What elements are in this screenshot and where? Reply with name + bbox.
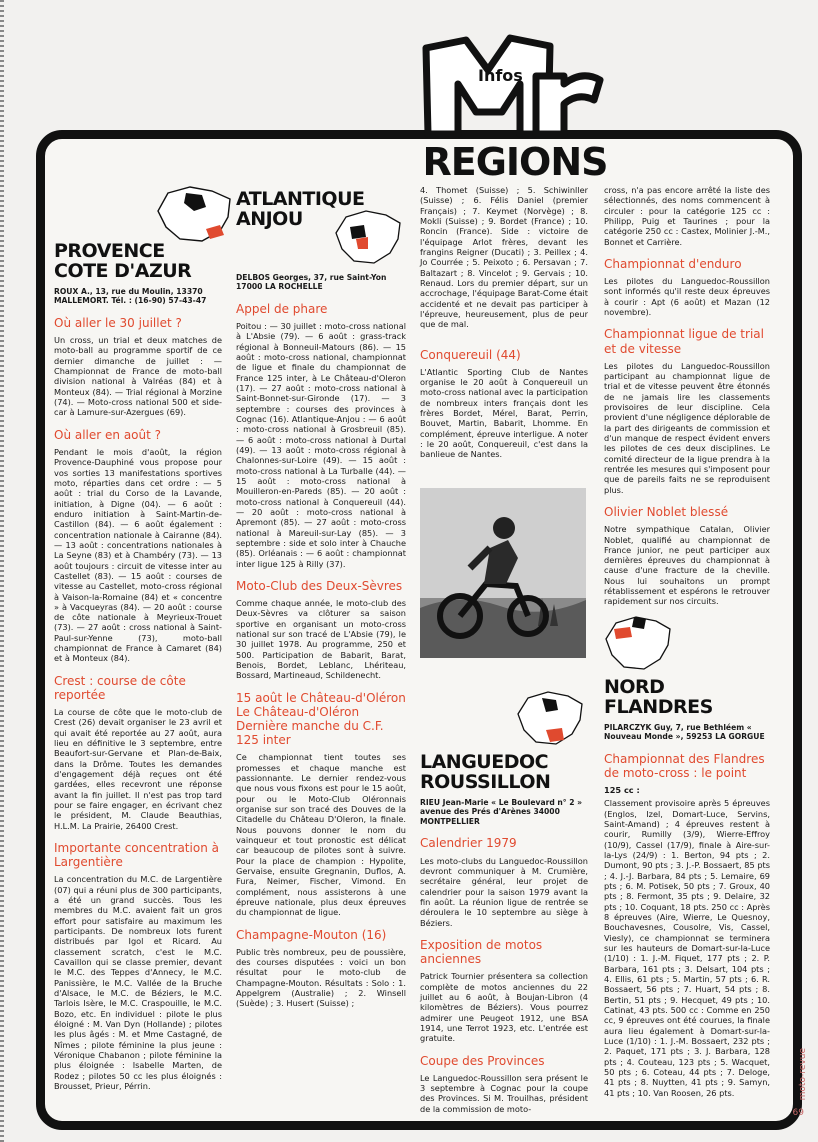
article-text: Classement provisoire après 5 épreuves (Englos, Izel, Domart-Luce, Servins, Saint-Amand) ; 4 épreuves restent à courir, Rumilly (3/9), Wierre-Effroy (10/9), Cassel (17/9), finale à Aire-sur-la-Lys (24/9) : 1. Berton, 94 pts ; 2. Dumont, 90 pts ; 3. J.-P. Bossaert, 85 pts ; 4. J.-J. Barbara, 84 pts ; 5. Lemaire, 69 pts ; 6. M. Potisek, 50 pts ; 7. Groux, 40 pts ; 8. Fermont, 35 pts ; 9. Delaire, 32 pts ; 10. Coquant, 18 pts. 250 cc : Après 8 épreuves (Aire, Wierre, Le Quesnoy, Bouchavesnes, Cousolre, Vis, Cassel, Viesly), ce championnat se terminera sur les hauteurs de Domart-sur-la-Luce (1/10) : 1. J.-M. Fiquet, 177 pts ; 2. P. Barbara, 161 pts ; 3. Delsart, 104 pts ; 4. Ellis, 61 pts ; 5. Martin, 57 pts ; 6. R. Bossaert, 56 pts ; 7. Huart, 54 pts ; 8. Bertin, 51 pts ; 9. Hecquet, 49 pts ; 10. Catinat, 43 pts. 500 cc : Comme en 250 cc, 9 épreuves ont été courues, la finale aura lieu également à Domart-sur-la-Luce (1/10) : 1. J.-M. Bossaert, 232 pts ; 2. Paquet, 171 pts ; 3. J. Barbara, 128 pts ; 4. Couteau, 123 pts ; 5. Wacquet, 50 pts ; 6. Coteau, 44 pts ; 7. Deloge, 41 pts ; 8. Nuytten, 41 pts ; 9. Samyn, 41 pts ; 10. Van Roosen, 26 pts. bbox=[604, 798, 770, 1098]
correspondent-address: PILARCZYK Guy, 7, rue Bethléem « Nouveau Monde », 59253 LA GORGUE bbox=[604, 722, 765, 742]
section-title: Olivier Noblet blessé bbox=[604, 505, 729, 520]
region-title-provence bbox=[54, 241, 222, 281]
article-text: Le Languedoc-Roussillon sera présent le 3 septembre à Cognac pour la coupe des Provinces. Si M. Trouilhas, président de la commission de moto- bbox=[420, 1072, 588, 1114]
magazine-name: moto-revue bbox=[798, 1048, 808, 1101]
article-text: La concentration du M.C. de Largentière (07) qui a réuni plus de 300 participants, a été un grand succès. Tous les membres du M.C. avaient fait un gros effort pour satisfaire au maximum les participants. De nombreux lots furent distribués par Igol et Ricard. Au classement scratch, c'est le M.C. Cavaillon qui se classe premier, devant le M.C. des Teppes d'Annecy, le M.C. Panissière, le M.C. Vallée de la Bruche d'Alsace, le M.C. de Béziers, le M.C. Tarlois Isère, le M.C. Craspouille, le M.C. Bozo, etc. En individuel : pilote le plus éloigné : M. Van Dyn (Hollande) ; pilotes les plus âgés : M. et Mme Castagné, de Nîmes ; pilote féminine la plus jeune : Véronique Chabanon ; pilote féminine la plus éloignée : Isabelle Marten, de Rodez ; pilotes 50 cc les plus éloignés : Brousset, Prieur, Pérrin. bbox=[54, 874, 222, 1091]
article-text: Comme chaque année, le moto-club des Deux-Sèvres va clôturer sa saison sportive en organisant un moto-cross national sur son tracé de L'Absie (79), le 30 juillet 1978. Au programme, 250 et 500. Participation de Babarit, Barat, Benois, Bordet, Leblanc, Lhériteau, Bossard, Martineaud, Schildenecht. bbox=[236, 598, 406, 681]
france-map-icon bbox=[150, 185, 240, 247]
section-title: Moto-Club des Deux-Sèvres bbox=[236, 579, 403, 593]
section-title: Appel de phare bbox=[236, 301, 328, 316]
section-title: Où aller en août ? bbox=[54, 427, 162, 442]
section-title: Conquereuil (44) bbox=[420, 347, 521, 362]
article-text: Pendant le mois d'août, la région Provence-Dauphiné vous propose pour vos sorties 13 manifestations sportives moto, réparties dans cet ordre : — 5 août : trial du Corso de la Lavande, initiation, à Digne (04). — 6 août : enduro initiation à Saint-Martin-de-Castillon (84). — 6 août également : concentration nationale à Cairanne (84). — 13 août : concentrations nationales à La Seyne (83) et à Chambéry (73). — 13 août toujours : circuit de vitesse inter au Castellet (83). — 15 août : courses de vitesse au Castellet, moto-cross régional à Vaison-la-Romaine (84) et « concentre » à Vacqueyras (84). — 20 août : course de côte nationale à Meyrieux-Trouet (73). — 27 août : cross national à Saint-Paul-sur-Yenne (73), moto-ball championnat de France à Camaret (84) et à Monteux (84). bbox=[54, 446, 222, 664]
article-text: Ce championnat tient toutes ses promesses et chaque manche est passionnante. Le dernier rendez-vous que nous vous fixons est pour le 15 août, pour ou le Moto-Club Oléronnais organise sur son tracé des Douves de la Citadelle du Château D'Oleron, la finale. Nous pouvons donner le nom du vainqueur et tout pronostic est délicat car beaucoup de pilotes sont à suivre. Pour la place de champion : Hypolite, Gervaise, ensuite Gregnanin, Duflos, A. Fura, Neimer, Fischer, Vimond. En complément, nous assisterons à une épreuve nationale, plus deux épreuves du championnat de ligue. bbox=[236, 752, 406, 918]
article-text: Public très nombreux, peu de poussière, des courses disputées : voici un bon résultat pour le moto-club de Champagne-Mouton. Résultats : Solo : 1. Appelgrem (Australie) ; 2. Winsell (Suède) ; 3. Husert (Suisse) ; bbox=[236, 946, 406, 1009]
article-text: Patrick Tournier présentera sa collection complète de motos anciennes du 22 juillet au 6 août, à Boujan-Libron (4 kilomètres de Béziers). Vous pourrez admirer une Peugeot 1912, une BSA 1914, une Terrot 1923, etc. L'entrée est gratuite. bbox=[420, 971, 588, 1044]
region-title-line-2: ANJOU bbox=[236, 208, 303, 230]
section-title: Championnat ligue de trial et de vitesse bbox=[604, 327, 764, 356]
mr-logo-icon bbox=[418, 30, 608, 150]
category-label: 125 cc : bbox=[604, 785, 640, 796]
correspondent-address: RIEU Jean-Marie « Le Boulevard n° 2 » avenue des Prés d'Arènes 34000 MONTPELLIER bbox=[420, 798, 583, 826]
region-title-line-1: ATLANTIQUE bbox=[236, 188, 365, 210]
region-title-nord: NORD FLANDRES bbox=[604, 675, 713, 718]
infos-regions-logo bbox=[418, 30, 608, 184]
article-text: La course de côte que le moto-club de Crest (26) devait organiser le 23 avril et qui avait été reportée au 27 août, aura lieu en définitive le 3 septembre, entre Beaufort-sur-Gervane et Plan-de-Baix, dans la Drôme. Toutes les demandes d'engagement déjà reçues ont été gardées, elles recevront une réponse avant la fin juillet. Il n'est pas trop tard pour se faire engager, en écrivant chez le président, M. Claude Beauthias, H.L.M. La Prairie, 26400 Crest. bbox=[54, 707, 222, 831]
section-title: Exposition de motos anciennes bbox=[420, 937, 543, 967]
article-text: Poitou : — 30 juillet : moto-cross national à L'Absie (79). — 6 août : grass-track régional à Bonneuil-Matours (86). — 15 août : moto-cross national, championnat de ligue et finale du championnat de France 125 inter, à Le Château-d'Oleron (17). — 27 août : moto-cross national à Saint-Bonnet-sur-Gironde (17). — 3 septembre : courses des provinces à Cognac (16). Atlantique-Anjou : — 6 août : moto-cross national à Grosbreuil (85). — 6 août : moto-cross national à Durtal (49). — 13 août : moto-cross régional à Chalonnes-sur-Loire (49). — 15 août : moto-cross national à La Turballe (44). — 15 août : moto-cross national à Mouilleron-en-Pareds (85). — 20 août : moto-cross national à Conquereuil (44). — 20 août : moto-cross national à Apremont (85). — 27 août : moto-cross national à Mareuil-sur-Lay (85). — 3 septembre : side et solo inter à Chauche (85). Orléanais : — 6 août : championnat inter ligue 125 à Rilly (37). bbox=[236, 321, 406, 569]
region-title-line-1: LANGUEDOC bbox=[420, 751, 549, 773]
page-edge-perforation bbox=[0, 0, 4, 1142]
article-text: Les pilotes du Languedoc-Roussillon sont informés qu'il reste deux épreuves à courir : Apt (6 août) et Mazan (12 novembre). bbox=[604, 276, 770, 318]
section-title: Championnat des Flandres de moto-cross : le point bbox=[604, 751, 765, 780]
section-title: Importante concentration à Largentière bbox=[54, 841, 219, 870]
france-map-icon bbox=[332, 209, 406, 267]
section-title: Calendrier 1979 bbox=[420, 836, 517, 851]
article-text: Les moto-clubs du Languedoc-Roussillon devront communiquer à M. Crumière, secrétaire général, leur projet de calendrier pour la saison 1979 avant la fin août. La réunion ligue de rentrée se déroulera le 10 septembre au siège à Béziers. bbox=[420, 855, 588, 928]
region-title-line-2: ROUSSILLON bbox=[420, 771, 551, 793]
section-title: Crest : course de côte reportée bbox=[54, 673, 186, 702]
france-map-icon bbox=[516, 690, 586, 748]
section-title: 15 août le Château-d'Oléron Le Château-d'Oléron Dernière manche du C.F. 125 inter bbox=[236, 690, 406, 748]
region-title-languedoc bbox=[420, 752, 588, 792]
correspondent-address: DELBOS Georges, 37, rue Saint-Yon 17000 LA ROCHELLE bbox=[236, 273, 387, 292]
column-atlantique bbox=[236, 185, 406, 1012]
region-title-line-1: PROVENCE bbox=[54, 240, 165, 262]
column-provence bbox=[54, 185, 222, 1094]
column-right bbox=[604, 185, 770, 1101]
region-title-line-2: COTE D'AZUR bbox=[54, 260, 192, 282]
france-map-icon bbox=[604, 613, 674, 673]
article-text: Un cross, un trial et deux matches de moto-ball au programme sportif de ce dernier dimanche de juillet : — Championnat de France de moto-ball division national à Valréas (84) et à Monteux (84). — Trial régional à Morzine (74). — Moto-cross national 500 et side-car à Lamure-sur-Azergues (69). bbox=[54, 335, 222, 418]
section-title: Où aller le 30 juillet ? bbox=[54, 315, 182, 330]
article-text: Les pilotes du Languedoc-Roussillon participant au championnat ligue de trial et de vitesse peuvent être étonnés de ne jamais lire les classements provisoires de leur discipline. Cela provient d'une négligence déplorable de la part des dirigeants de commission et d'un manque de respect évident envers les pilotes de ces deux disciplines. Le comité directeur de la ligue prendra à la rentrée les mesures qui s'imposent pour que de pareils faits ne se reproduisent plus. bbox=[604, 360, 771, 495]
article-text: 4. Thomet (Suisse) ; 5. Schiwinller (Suisse) ; 6. Félis Daniel (premier Français) ; 7. Keymet (Norvège) ; 8. Mokli (Suisse) ; 9. Bordet (France) ; 10. Roncin (France). Side : victoire de l'équipage Arlot frères, devant les frangins Reigner (Ducati) ; 3. Peillex ; 4. Jo Courrée ; 5. Peixoto ; 6. Persavan ; 7. Baltazart ; 8. Vincelot ; 9. Gervais ; 10. Renaud. Lors du premier départ, sur un accrochage, l'équipage Barat-Come était accidenté et ne devait pas participer à l'épreuve, heureusement, plus de peur que de mal. bbox=[420, 185, 588, 330]
column-languedoc bbox=[420, 690, 588, 1117]
article-text: L'Atlantic Sporting Club de Nantes organise le 20 août à Conquereuil un moto-cross national avec la participation de nombreux inters français dont les frères Bordet, Mérel, Barat, Perrin, Bouvet, Martin, Babarit, Lhomme. En complément, épreuve interligue. A noter : le 20 août, Conquereuil, c'est dans la banlieue de Nantes. bbox=[420, 366, 588, 460]
page-number: 69 bbox=[792, 1108, 804, 1118]
column-middle bbox=[420, 185, 588, 463]
correspondent-address: ROUX A., 13, rue du Moulin, 13370 MALLEMORT. Tél. : (16-90) 57-43-47 bbox=[54, 287, 207, 306]
article-text: cross, n'a pas encore arrêté la liste des sélectionnés, des noms commencent à circuler : pour la catégorie 125 cc : Philipp, Puig et Taurines ; pour la catégorie 250 cc : Castex, Molinier J.-M., Bonnet et Carrière. bbox=[604, 185, 770, 247]
article-text: Notre sympathique Catalan, Olivier Noblet, qualifié au championnat de France junior, ne peut participer aux dernières épreuves du championnat à cause d'une fracture de la cheville. Nous lui souhaitons un prompt rétablissement et espérons le retrouver rapidement sur nos circuits. bbox=[604, 524, 770, 607]
infos-label: Infos bbox=[478, 66, 523, 85]
section-title: Championnat d'enduro bbox=[604, 256, 742, 271]
section-title: Champagne-Mouton (16) bbox=[236, 927, 387, 942]
regions-title: REGIONS bbox=[420, 140, 610, 184]
motocross-rider-photo bbox=[420, 488, 586, 658]
section-title: Coupe des Provinces bbox=[420, 1053, 545, 1068]
